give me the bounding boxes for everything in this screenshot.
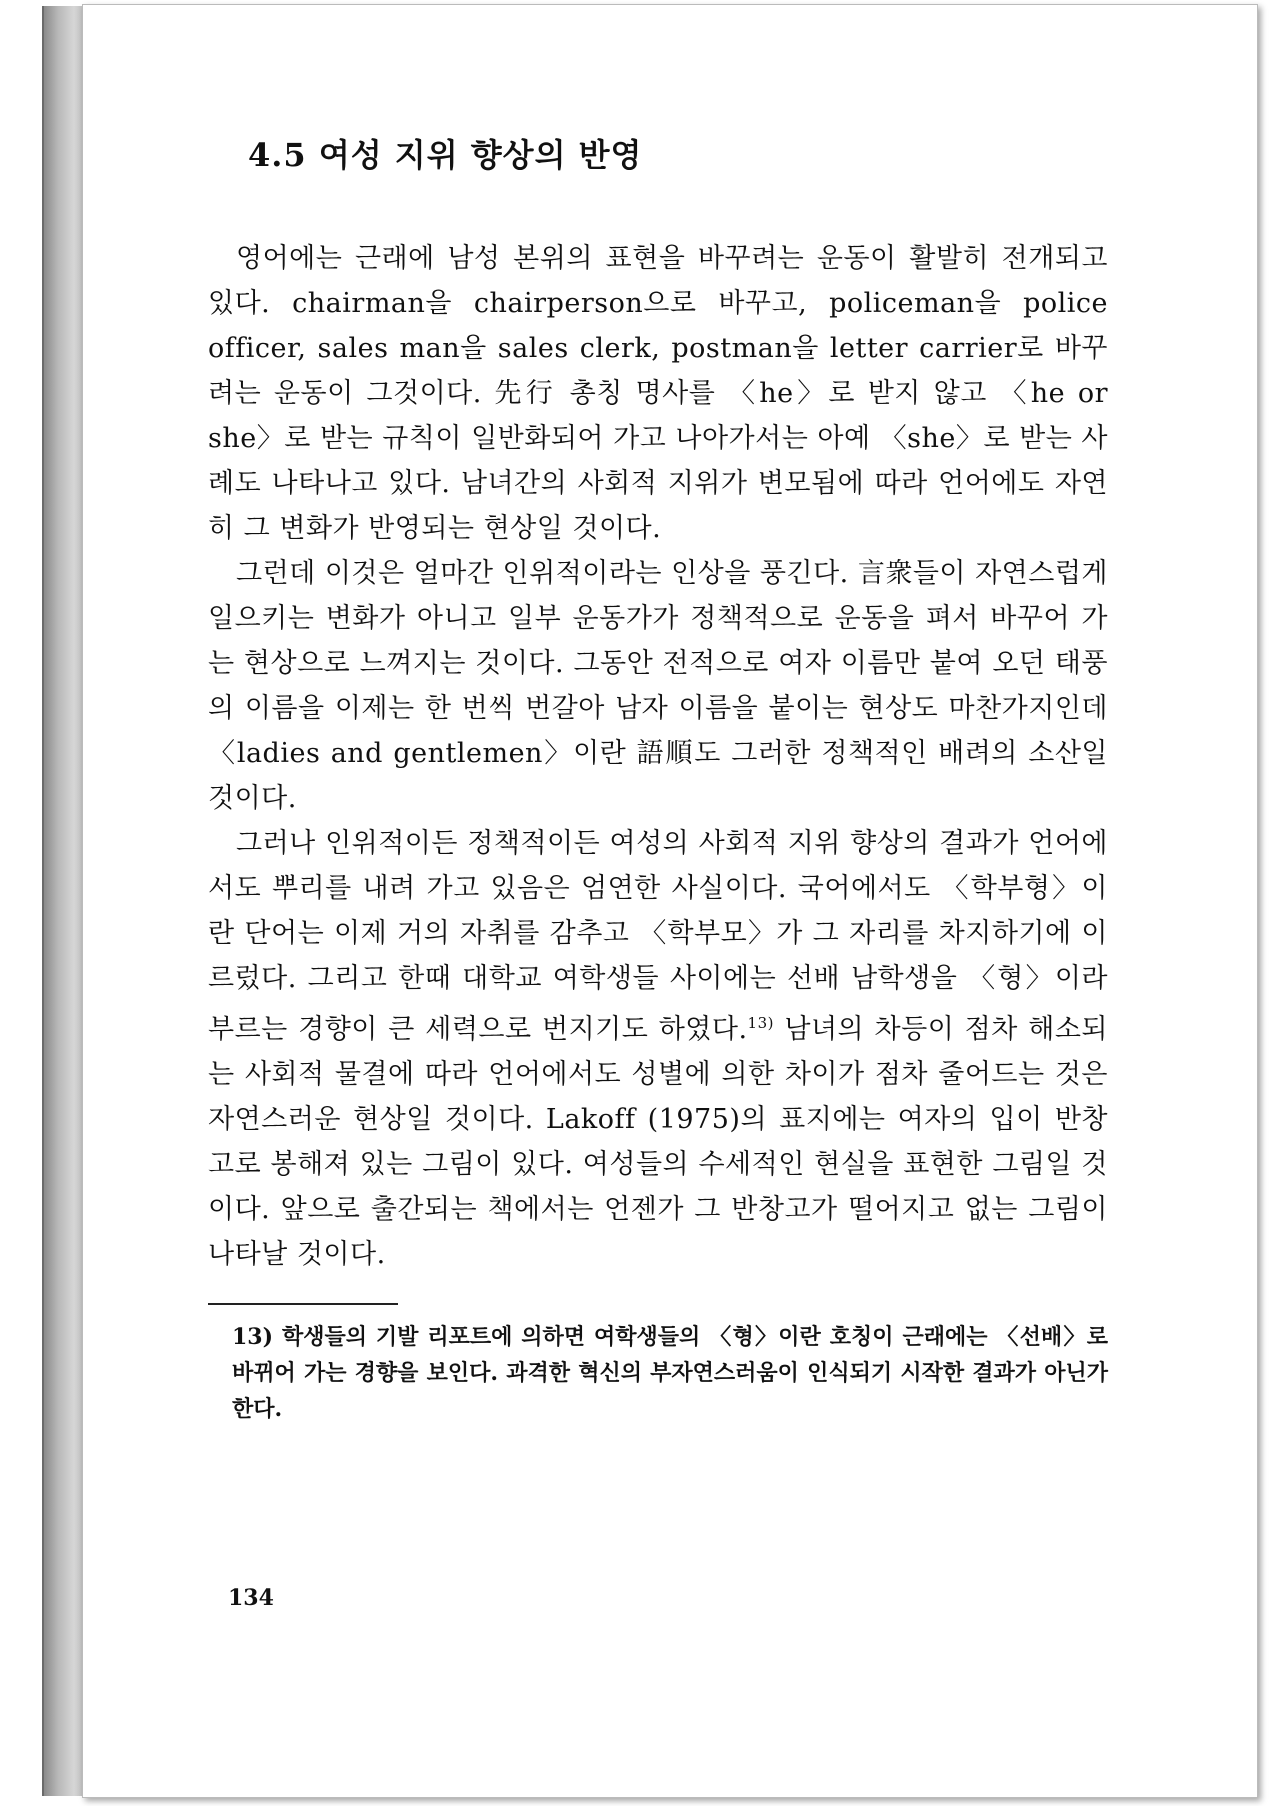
page-content <box>208 130 1108 1427</box>
body-paragraph-3 <box>208 821 1108 1277</box>
footnote-divider <box>208 1303 398 1305</box>
body-paragraph-1: 영어에는 근래에 남성 본위의 표현을 바꾸려는 운동이 활발히 전개되고 있다. chairman을 chairperson으로 바꾸고, policeman을 police officer, sales man을 sales clerk, postman을 letter carrier로 바꾸려는 운동이 그것이다. 先行 총칭 명사를 〈he〉로 받지 않고 〈he or she〉로 받는 규칙이 일반화되어 가고 나아가서는 아예 〈she〉로 받는 사례도 나타나고 있다. 남녀간의 사회적 지위가 변모됨에 따라 언어에도 자연히 그 변화가 반영되는 현상일 것이다. <box>208 243 1108 544</box>
footnote-reference[interactable]: 13) <box>747 1014 774 1032</box>
paragraph-text: 그러나 인위적이든 정책적이든 여성의 사회적 지위 향상의 결과가 언어에서도 뿌리를 내려 가고 있음은 엄연한 사실이다. 국어에서도 〈학부형〉이란 단어는 이제 거의 자취를 감추고 〈학부모〉가 그 자리를 차지하기에 이르렀다. 그리고 한때 대학교 여학생들 사이에는 선배 남학생을 〈형〉이라 부르는 경향이 큰 세력으로 번지기도 하였다. <box>208 828 1108 1045</box>
paragraph-text: 남녀의 차등이 점차 해소되는 사회적 물결에 따라 언어에서도 성별에 의한 차이가 점차 줄어드는 것은 자연스러운 현상일 것이다. Lakoff (1975)의 표지에는 여자의 입이 반창고로 봉해져 있는 그림이 있다. 여성들의 수세적인 현실을 표현한 그림일 것이다. 앞으로 출간되는 책에서는 언젠가 그 반창고가 떨어지고 없는 그림이 나타날 것이다. <box>208 1014 1108 1270</box>
section-title: 4.5 여성 지위 향상의 반영 <box>248 136 643 174</box>
body-paragraph-2: 그런데 이것은 얼마간 인위적이라는 인상을 풍긴다. 言衆들이 자연스럽게 일으키는 변화가 아니고 일부 운동가가 정책적으로 운동을 펴서 바꾸어 가는 현상으로 느껴지는 것이다. 그동안 전적으로 여자 이름만 붙여 오던 태풍의 이름을 이제는 한 번씩 번갈아 남자 이름을 붙이는 현상도 마찬가지인데 〈ladies and gentlemen〉이란 語順도 그러한 정책적인 배려의 소산일 것이다. <box>208 558 1108 814</box>
book-page-edge <box>42 6 84 1796</box>
footnote-13: 13) 학생들의 기발 리포트에 의하면 여학생들의 〈형〉이란 호칭이 근래에는 〈선배〉로 바뀌어 가는 경향을 보인다. 과격한 혁신의 부자연스러움이 인식되기 시작한 결과가 아닌가 한다. <box>232 1324 1108 1422</box>
page-number: 134 <box>228 1585 274 1611</box>
